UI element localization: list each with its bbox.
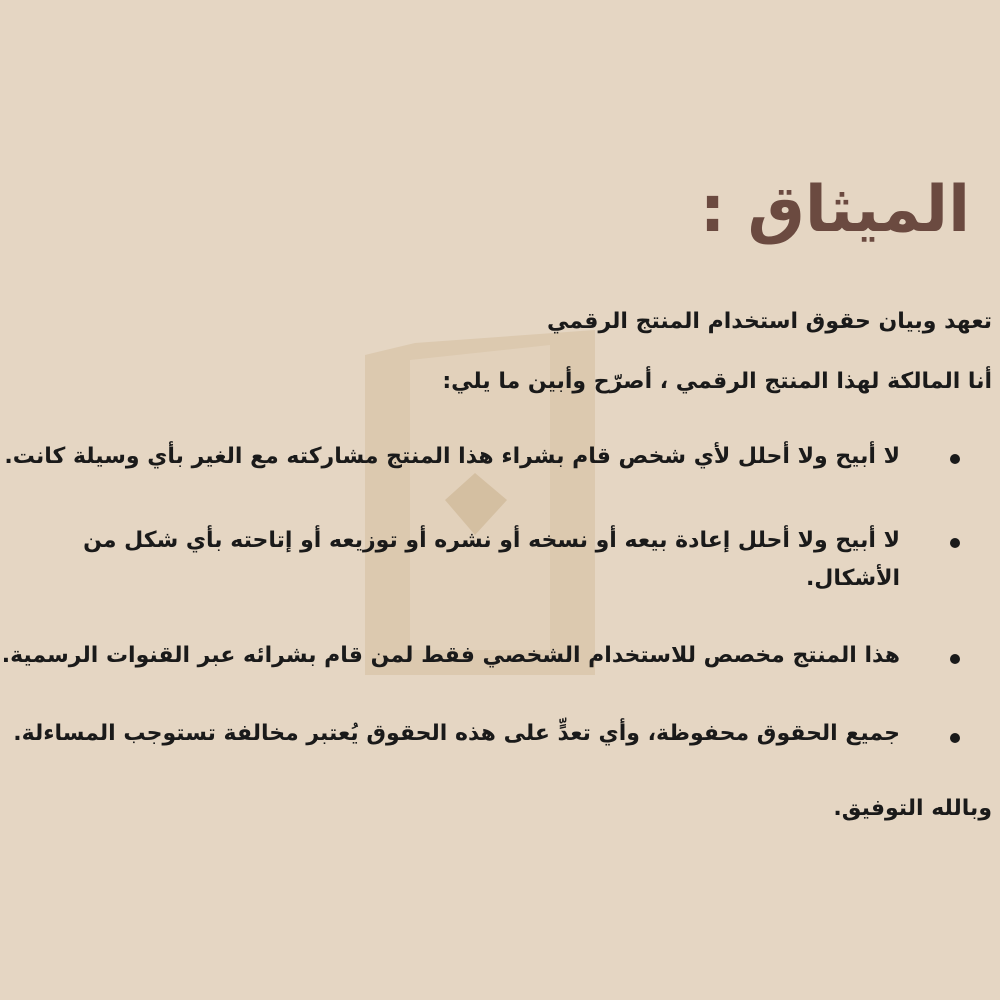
closing-line: وبالله التوفيق. — [833, 796, 992, 821]
list-item: جميع الحقوق محفوظة، وأي تعدٍّ على هذه الحقوق يُعتبر مخالفة تستوجب المساءلة. — [13, 721, 900, 746]
bullet-icon — [950, 733, 960, 743]
bullet-icon — [950, 538, 960, 548]
intro-statement: أنا المالكة لهذا المنتج الرقمي ، أصرّح وأبين ما يلي: — [442, 369, 992, 394]
subtitle: تعهد وبيان حقوق استخدام المنتج الرقمي — [547, 309, 992, 334]
bullet-icon — [950, 454, 960, 464]
list-item: لا أبيح ولا أحلل إعادة بيعه أو نسخه أو نشره أو توزيعه أو إتاحته بأي شكل من الأشكال. — [83, 528, 900, 591]
list-item: هذا المنتج مخصص للاستخدام الشخصي فقط لمن قام بشرائه عبر القنوات الرسمية. — [1, 643, 900, 668]
page-title: الميثاق : — [699, 173, 970, 247]
bullet-icon — [950, 654, 960, 664]
list-item: لا أبيح ولا أحلل لأي شخص قام بشراء هذا المنتج مشاركته مع الغير بأي وسيلة كانت. — [4, 444, 900, 469]
